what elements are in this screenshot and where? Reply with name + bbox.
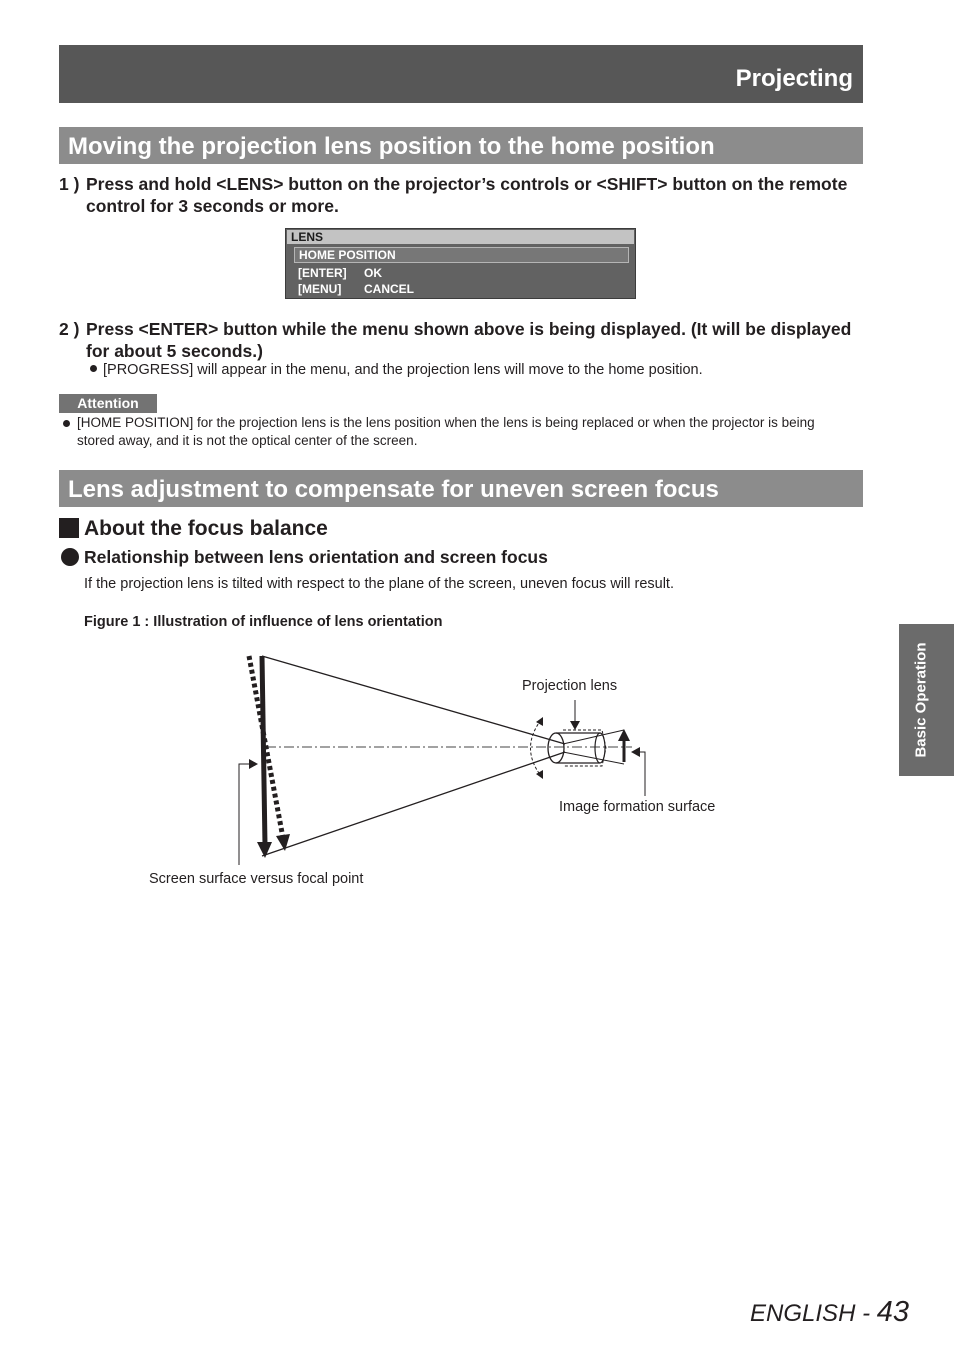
step-2-text: Press <ENTER> button while the menu shown above is being displayed. (It will be displayed for about 5 seconds.) — [86, 319, 852, 361]
leader-arrow-head — [631, 747, 640, 757]
leader-arrow-head — [249, 759, 258, 769]
label-projection-lens: Projection lens — [522, 678, 618, 694]
step-2-note-text: [PROGRESS] will appear in the menu, and the projection lens will move to the home position. — [103, 362, 703, 378]
rotation-arc-head-top — [536, 717, 543, 726]
attention-badge: Attention — [59, 394, 157, 413]
section-heading-focus: Lens adjustment to compensate for uneven screen focus — [59, 470, 863, 507]
step-2-number: 2 ) — [59, 319, 80, 339]
menu-row-value: OK — [364, 266, 382, 280]
subsubheading-text: Relationship between lens orientation and screen focus — [84, 547, 548, 567]
menu-title: LENS — [287, 230, 634, 244]
page-footer — [750, 1296, 909, 1329]
subheading-text: About the focus balance — [84, 517, 328, 540]
step-1-number: 1 ) — [59, 174, 80, 194]
lens-front — [548, 733, 564, 763]
side-tab-basic-operation — [899, 624, 954, 776]
side-tab-label: Basic Operation — [912, 642, 930, 758]
screen-arrow — [262, 656, 265, 845]
rotation-arc-head-bottom — [536, 770, 543, 779]
step-1-text: Press and hold <LENS> button on the projector’s controls or <SHIFT> button on the remote control for 3 seconds or more. — [86, 174, 848, 216]
label-screen-surface: Screen surface versus focal point — [149, 871, 364, 887]
leader-screen-surface — [239, 764, 250, 865]
rotation-arc — [531, 720, 542, 776]
attention-text: [HOME POSITION] for the projection lens is the lens position when the lens is being replaced or when the projector is being stored away, and it is not the optical center of the screen. — [77, 415, 815, 448]
leader-arrow-head — [570, 721, 580, 730]
chapter-title: Projecting — [735, 65, 853, 92]
leader-image-surface — [639, 752, 645, 796]
cone-lower-line — [262, 752, 565, 856]
menu-row-value: CANCEL — [364, 282, 414, 296]
section-heading-home-position: Moving the projection lens position to the home position — [59, 127, 863, 164]
label-image-formation-surface: Image formation surface — [559, 799, 716, 815]
lens-ray-upper — [563, 730, 624, 744]
footer-language: ENGLISH - — [750, 1300, 877, 1327]
screen-arrow-head — [257, 842, 272, 858]
paragraph-uneven-focus: If the projection lens is tilted with respect to the plane of the screen, uneven focus will result. — [84, 576, 674, 592]
lens-ray-lower — [563, 752, 624, 764]
cone-upper-line — [262, 656, 565, 744]
figure-caption: Figure 1 : Illustration of influence of lens orientation — [84, 614, 443, 630]
page-number: 43 — [876, 1296, 909, 1328]
menu-row-key: [ENTER] — [298, 266, 347, 280]
menu-item-home-position: HOME POSITION — [294, 247, 629, 263]
menu-row-key: [MENU] — [298, 282, 342, 296]
